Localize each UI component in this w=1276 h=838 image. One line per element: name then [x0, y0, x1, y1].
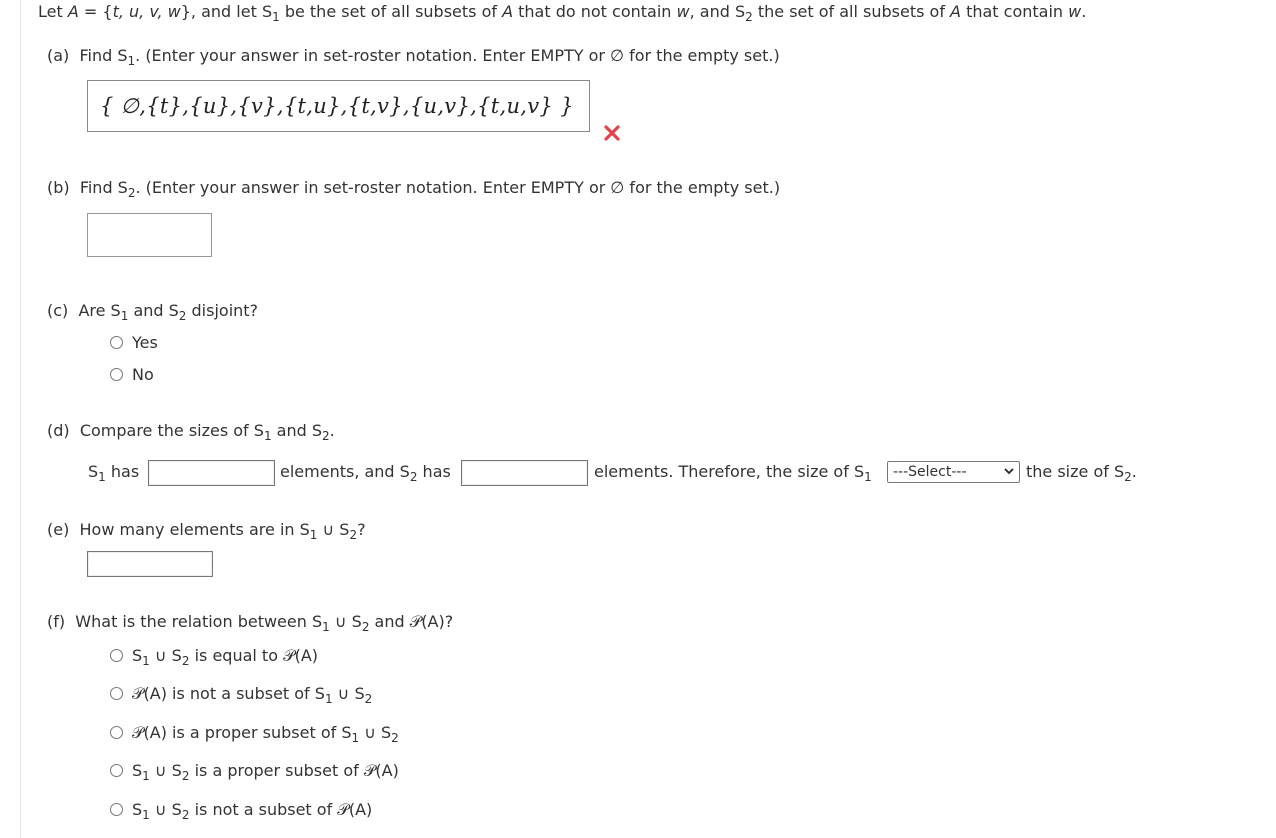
- part-f-option-proper-subset-of-union[interactable]: 𝒫(A) is a proper subset of $S_1$ ∪ $S_2$: [110, 723, 399, 743]
- part-c-question: (c) Are $S_1$ and $S_2$ disjoint?: [47, 301, 259, 323]
- part-d-s2-label: elements, and $S_2$ has: [280, 462, 451, 484]
- part-d-s1-size-input[interactable]: [148, 460, 275, 486]
- radio-button[interactable]: [110, 368, 123, 381]
- radio-button[interactable]: [110, 803, 123, 816]
- left-margin-rule: [20, 0, 21, 838]
- part-c-option-no[interactable]: No: [110, 365, 154, 385]
- part-b-answer-input[interactable]: [87, 213, 212, 257]
- part-b-question: (b) Find $S_2$. (Enter your answer in set-roster notation. Enter EMPTY or ∅ for the empty set.): [47, 178, 781, 200]
- radio-button[interactable]: [110, 649, 123, 662]
- part-f-option-union-proper-subset[interactable]: $S_1$ ∪ $S_2$ is a proper subset of 𝒫(A): [110, 761, 399, 781]
- radio-button[interactable]: [110, 764, 123, 777]
- problem-statement: Let A = {t, u, v, w}, and let $S_1$ be the set of all subsets of A that do not contain w, and $S_2$ the set of all subsets of A that contain w.: [38, 2, 1087, 24]
- part-d-s1-label: $S_1$ has: [88, 462, 140, 484]
- part-c-option-yes[interactable]: Yes: [110, 333, 158, 353]
- part-e-question: (e) How many elements are in $S_1$ ∪ $S_2$?: [47, 520, 366, 542]
- radio-button[interactable]: [110, 336, 123, 349]
- part-d-therefore-text: elements. Therefore, the size of $S_1$: [594, 462, 872, 484]
- part-a-answer-input[interactable]: { ∅,{t},{u},{v},{t,u},{t,v},{u,v},{t,u,v} }: [87, 80, 590, 132]
- part-f-option-equal[interactable]: $S_1$ ∪ $S_2$ is equal to 𝒫(A): [110, 646, 318, 666]
- part-f-option-not-subset[interactable]: 𝒫(A) is not a subset of $S_1$ ∪ $S_2$: [110, 684, 372, 704]
- part-d-end-text: the size of $S_2$.: [1026, 462, 1137, 484]
- chevron-down-icon: [1003, 465, 1015, 477]
- part-f-question: (f) What is the relation between $S_1$ ∪ $S_2$ and 𝒫(A)?: [47, 612, 454, 634]
- incorrect-x-icon: [603, 124, 621, 142]
- radio-button[interactable]: [110, 726, 123, 739]
- part-d-s2-size-input[interactable]: [461, 460, 588, 486]
- radio-button[interactable]: [110, 687, 123, 700]
- part-d-comparison-select[interactable]: ---Select---: [887, 461, 1020, 483]
- part-e-answer-input[interactable]: [87, 551, 213, 577]
- part-f-option-union-not-subset[interactable]: $S_1$ ∪ $S_2$ is not a subset of 𝒫(A): [110, 800, 372, 820]
- part-d-question: (d) Compare the sizes of $S_1$ and $S_2$.: [47, 421, 335, 443]
- part-a-question: (a) Find $S_1$. (Enter your answer in set-roster notation. Enter EMPTY or ∅ for the empty set.): [47, 46, 780, 68]
